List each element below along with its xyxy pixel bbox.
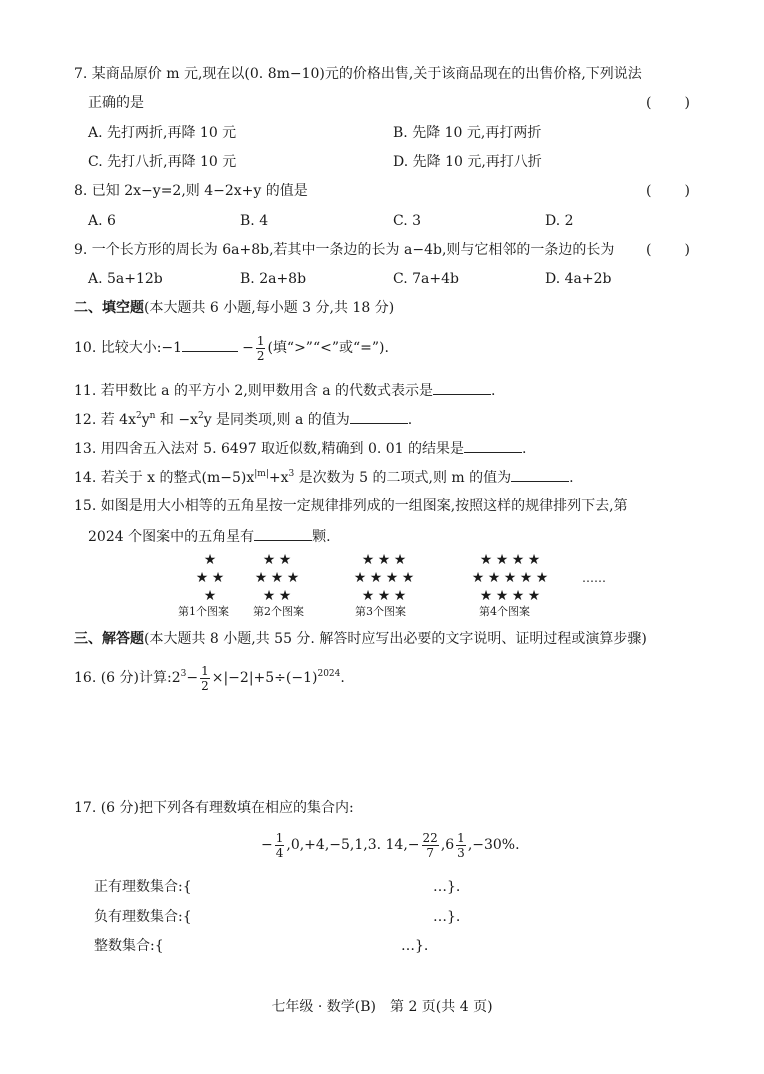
set-positive-label: 正有理数集合:{ [94, 879, 192, 895]
star-icon: ★ [203, 588, 217, 604]
star-icon: ★ [203, 552, 217, 568]
section-3-heading [74, 630, 647, 648]
star-icon: ★ [377, 552, 391, 568]
star-icon: ★ [503, 570, 517, 586]
figure-label-4: 第4个图案 [479, 605, 530, 618]
q13-answer-blank[interactable] [464, 438, 522, 453]
star-icon: ★ [278, 588, 292, 604]
star-icon: ★ [278, 552, 292, 568]
star-icon: ★ [527, 552, 541, 568]
star-icon: ★ [495, 552, 509, 568]
set-integer-end: …}. [401, 938, 429, 954]
star-row [202, 551, 218, 569]
star-row [261, 551, 293, 569]
q13: 13. 用四舍五入法对 5. 6497 取近似数,精确到 0. 01 的结果是 . [74, 438, 526, 458]
q8-option-a: A. 6 [88, 213, 116, 229]
q15-stem-line1: 15. 如图是用大小相等的五角星按一定规律排列成的一组图案,按照这样的规律排列下去,第 [74, 498, 628, 514]
star-icon: ★ [487, 570, 501, 586]
star-icon: ★ [479, 588, 493, 604]
q7-option-b: B. 先降 10 元,再打两折 [393, 125, 542, 141]
star-icon: ★ [535, 570, 549, 586]
q10-fraction: $\frac{1}{2}$ [256, 333, 265, 363]
q9-option-c: C. 7a+4b [393, 271, 459, 287]
q7-answer-paren: ( ) [646, 95, 690, 111]
star-icon: ★ [519, 570, 533, 586]
star-row [352, 569, 416, 587]
q7-stem-line1: 7. 某商品原价 m 元,现在以(0. 8m−10)元的价格出售,关于该商品现在的出售价格,下列说法 [74, 66, 642, 82]
q14: 14. 若关于 x 的整式$(m-5)x^{|m|}+x^3$ 是次数为 5 的二项式,则 m 的值为 . [74, 469, 574, 486]
figure-label-1: 第1个图案 [178, 605, 229, 618]
figure-label-2: 第2个图案 [253, 605, 304, 618]
q8-answer-paren: ( ) [646, 183, 690, 199]
set-integer-label: 整数集合:{ [94, 938, 164, 954]
section-2-note: (本大题共 6 小题,每小题 3 分,共 18 分) [144, 300, 395, 316]
star-icon: ★ [527, 588, 541, 604]
q8-option-d: D. 2 [545, 213, 574, 229]
page-footer: 七年级 · 数学(B) 第 2 页(共 4 页) [271, 999, 493, 1015]
q16: 16. (6 分)计算$:2^3-$ $\frac{1}{2}$ $\times|-2|+5\div(-1)^{2024}$. [74, 663, 345, 693]
q7-stem-line2: 正确的是 [88, 95, 144, 111]
star-icon: ★ [479, 552, 493, 568]
star-icon: ★ [385, 570, 399, 586]
star-row [194, 569, 226, 587]
section-2-title: 二、填空题 [74, 300, 144, 316]
set-negative-end: …}. [433, 909, 461, 925]
star-icon: ★ [401, 570, 415, 586]
section-3-title: 三、解答题 [74, 631, 144, 647]
section-2-heading [74, 299, 394, 317]
q7-option-d: D. 先降 10 元,再打八折 [393, 154, 542, 170]
q9-stem: 9. 一个长方形的周长为 6a+8b,若其中一条边的长为 a−4b,则与它相邻的一条边的长为 [74, 242, 615, 258]
star-icon: ★ [270, 570, 284, 586]
star-icon: ★ [377, 588, 391, 604]
star-icon: ★ [495, 588, 509, 604]
q9-option-d: D. 4a+2b [545, 271, 612, 287]
star-icon: ★ [211, 570, 225, 586]
q16-fraction: $\frac{1}{2}$ [201, 663, 209, 693]
star-row [478, 551, 542, 569]
star-row [253, 569, 301, 587]
q14-answer-blank[interactable] [511, 467, 569, 482]
q11: 11. 若甲数比 a 的平方小 2,则甲数用含 a 的代数式表示是 . [74, 380, 495, 400]
set-negative-label: 负有理数集合:{ [94, 909, 192, 925]
pattern-ellipsis: …… [582, 571, 606, 585]
q8-stem: 8. 已知 2x−y=2,则 4−2x+y 的值是 [74, 183, 308, 199]
q7-option-a: A. 先打两折,再降 10 元 [88, 125, 237, 141]
q17-number-list: − $\frac{1}{4}$ ,0,+4,−5,1,3. 14,− $\frac{22}{7}$ ,6 $\frac{1}{3}$ ,−30%. [261, 830, 520, 860]
star-icon: ★ [262, 588, 276, 604]
star-icon: ★ [393, 552, 407, 568]
star-icon: ★ [353, 570, 367, 586]
star-icon: ★ [195, 570, 209, 586]
q12: 12. 若 $4x^2y^n$ 和 $-x^2y$ 是同类项,则 a 的值为 . [74, 411, 413, 428]
star-icon: ★ [262, 552, 276, 568]
figure-label-3: 第3个图案 [355, 605, 406, 618]
star-icon: ★ [254, 570, 268, 586]
q11-answer-blank[interactable] [433, 380, 491, 395]
q15-stem-line2: 2024 个图案中的五角星有 颗. [88, 526, 331, 546]
set-positive-end: …}. [433, 879, 461, 895]
q9-answer-paren: ( ) [646, 242, 690, 258]
star-row [360, 551, 408, 569]
q12-answer-blank[interactable] [350, 409, 408, 424]
star-row [470, 569, 550, 587]
star-icon: ★ [361, 588, 375, 604]
q17-stem: 17. (6 分)把下列各有理数填在相应的集合内: [74, 800, 354, 816]
star-icon: ★ [471, 570, 485, 586]
q10-answer-blank[interactable] [182, 337, 238, 352]
q8-option-c: C. 3 [393, 213, 422, 229]
star-icon: ★ [286, 570, 300, 586]
star-icon: ★ [393, 588, 407, 604]
star-icon: ★ [369, 570, 383, 586]
q9-option-a: A. 5a+12b [88, 271, 163, 287]
q15-answer-blank[interactable] [254, 526, 312, 541]
star-icon: ★ [511, 552, 525, 568]
q9-option-b: B. 2a+8b [240, 271, 307, 287]
star-icon: ★ [361, 552, 375, 568]
star-icon: ★ [511, 588, 525, 604]
q10: 10. 比较大小:−1 − $\frac{1}{2}$ (填“>”“<”或“=”). [74, 333, 389, 363]
q7-option-c: C. 先打八折,再降 10 元 [88, 154, 237, 170]
section-3-note: (本大题共 8 小题,共 55 分. 解答时应写出必要的文字说明、证明过程或演算步骤) [144, 631, 647, 647]
q8-option-b: B. 4 [240, 213, 269, 229]
